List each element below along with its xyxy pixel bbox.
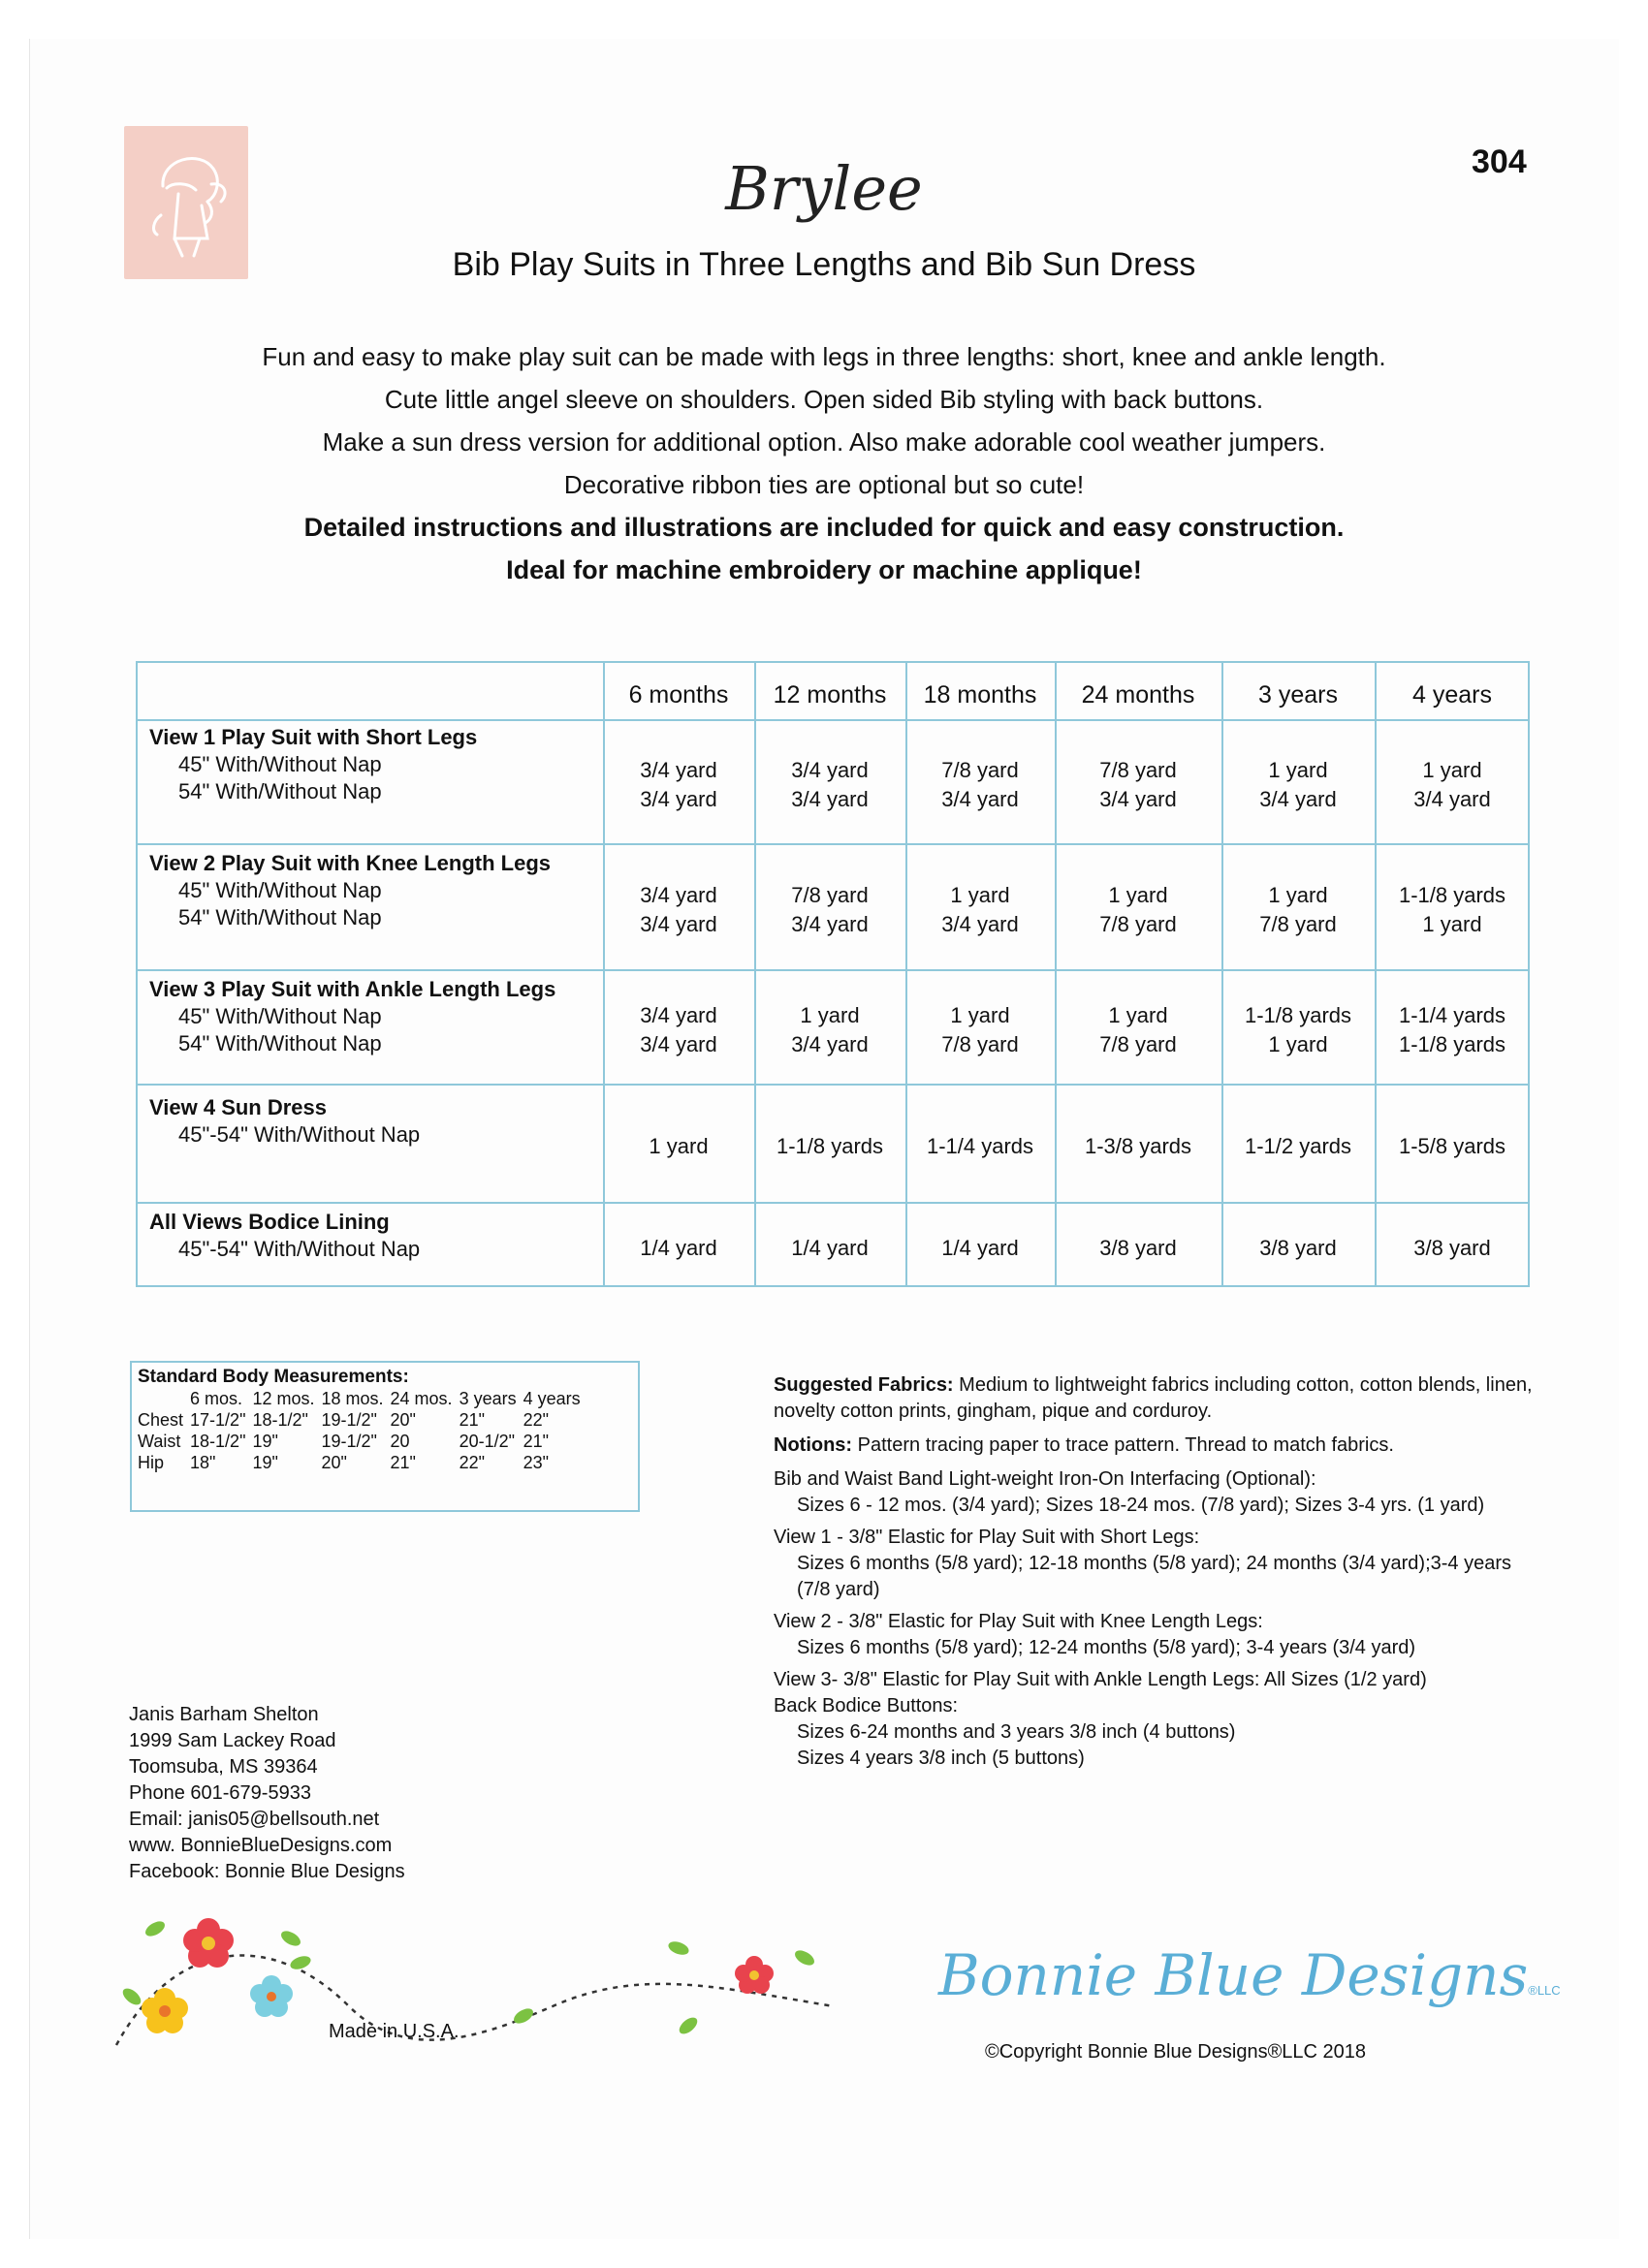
yardage-cell [1375, 1001, 1530, 1059]
blue-flower-icon [250, 1975, 293, 2017]
measure-cell: 24 mos. [390, 1389, 453, 1408]
yardage-amount: 3/4 yard [640, 787, 717, 811]
yardage-cell [905, 756, 1055, 814]
view2-elastic-text: Sizes 6 months (5/8 yard); 12-24 months (5/8 yard); 3-4 years (3/4 yard) [797, 1637, 1416, 1658]
yardage-cell [754, 1132, 905, 1161]
measure-cell: Waist [138, 1432, 181, 1451]
yardage-amount: 1 yard [1268, 758, 1328, 782]
yardage-cell [754, 1001, 905, 1059]
yardage-amount: 7/8 yard [941, 758, 1019, 782]
fabric-width: 45" With/Without Nap [178, 752, 382, 776]
table-divider [138, 1202, 1528, 1204]
measure-cell: 18-1/2" [252, 1410, 308, 1430]
yardage-cell [603, 1001, 754, 1059]
table-divider [138, 1084, 1528, 1086]
buttons-text: Sizes 4 years 3/8 inch (5 buttons) [797, 1748, 1085, 1769]
view-title: View 2 Play Suit with Knee Length Legs [149, 851, 552, 875]
measure-cell [138, 1388, 190, 1409]
yardage-cell [1221, 881, 1375, 939]
size-header: 3 years [1258, 680, 1338, 709]
red-flower-icon [735, 1956, 774, 1994]
yardage-amount: 3/4 yard [1259, 787, 1337, 811]
yardage-amount: 1/4 yard [941, 1236, 1019, 1260]
measure-cell: 20 [390, 1432, 410, 1451]
info-text: Pattern tracing paper to trace pattern. Thread to match fabrics. [857, 1434, 1394, 1456]
view3-elastic: View 3- 3/8" Elastic for Play Suit with Ankle Length Legs: All Sizes (1/2 yard) [774, 1669, 1427, 1690]
view-title: All Views Bodice Lining [149, 1210, 390, 1234]
yardage-amount: 3/4 yard [941, 912, 1019, 936]
measure-cell: 21" [523, 1432, 550, 1451]
yardage-cell [603, 881, 754, 939]
size-header: 12 months [773, 680, 887, 709]
yardage-amount: 1 yard [1422, 758, 1482, 782]
yardage-cell [603, 756, 754, 814]
measure-cell: 18-1/2" [190, 1432, 246, 1451]
yardage-amount: 1/4 yard [640, 1236, 717, 1260]
flower-vine-decoration [97, 1900, 853, 2074]
info-label: Suggested Fabrics: [774, 1374, 954, 1396]
intro-line: Fun and easy to make play suit can be made with legs in three lengths: short, knee and ankle length. [262, 342, 1386, 371]
yardage-table [136, 661, 1530, 1287]
yardage-amount: 3/4 yard [640, 1032, 717, 1056]
measure-cell: 20" [321, 1453, 347, 1472]
yardage-amount: 7/8 yard [1099, 912, 1177, 936]
pattern-title: Brylee [725, 153, 923, 224]
yardage-cell [754, 1234, 905, 1263]
dotted-vine [116, 1956, 834, 2045]
yardage-amount: 1-1/8 yards [1398, 883, 1506, 907]
measure-cell: 19" [252, 1453, 278, 1472]
table-divider [138, 719, 1528, 721]
yardage-cell [1221, 1001, 1375, 1059]
measure-cell: 19" [252, 1432, 278, 1451]
contact-city: Toomsuba, MS 39364 [129, 1756, 318, 1778]
contact-phone: Phone 601-679-5933 [129, 1782, 311, 1804]
yardage-amount: 1-1/8 yards [776, 1134, 884, 1158]
fabric-width: 45"-54" With/Without Nap [178, 1237, 421, 1261]
measure-cell: 20-1/2" [459, 1432, 515, 1451]
yardage-cell [1055, 756, 1221, 814]
yardage-cell [1055, 881, 1221, 939]
yardage-amount: 3/4 yard [791, 912, 869, 936]
brand-suffix: ®LLC [1528, 1983, 1561, 1998]
measure-cell: 22" [523, 1410, 550, 1430]
fabric-width: 45" With/Without Nap [178, 1004, 382, 1028]
intro-description [0, 339, 1648, 595]
yardage-amount: 1-1/8 yards [1244, 1003, 1352, 1027]
yardage-amount: 1 yard [1422, 912, 1482, 936]
size-header: 4 years [1412, 680, 1492, 709]
yardage-cell [905, 1132, 1055, 1161]
yardage-cell [1055, 1001, 1221, 1059]
measure-cell: 17-1/2" [190, 1410, 246, 1430]
yardage-cell [754, 756, 905, 814]
measure-cell: 21" [390, 1453, 416, 1472]
size-header: 18 months [923, 680, 1037, 709]
yardage-cell [754, 881, 905, 939]
yardage-cell [1375, 1132, 1530, 1161]
page-number: 304 [1472, 143, 1527, 180]
yardage-amount: 1 yard [649, 1134, 709, 1158]
yardage-amount: 1-5/8 yards [1398, 1134, 1506, 1158]
measure-cell: 19-1/2" [321, 1410, 377, 1430]
view-title: View 4 Sun Dress [149, 1095, 328, 1119]
yardage-amount: 3/4 yard [640, 1003, 717, 1027]
yardage-amount: 3/4 yard [1099, 787, 1177, 811]
yardage-cell [1375, 756, 1530, 814]
measure-cell: 21" [459, 1410, 485, 1430]
info-label: Notions: [774, 1434, 853, 1456]
measurements-title: Standard Body Measurements: [138, 1367, 409, 1387]
measurements-row [138, 1431, 587, 1452]
yardage-amount: 1 yard [800, 1003, 860, 1027]
interfacing-text: Sizes 6 - 12 mos. (3/4 yard); Sizes 18-24 mos. (7/8 yard); Sizes 3-4 yrs. (1 yard) [797, 1495, 1485, 1516]
yardage-cell [905, 1001, 1055, 1059]
body-measurements-box [130, 1361, 640, 1512]
measure-cell: Chest [138, 1410, 184, 1430]
measure-cell: 23" [523, 1453, 550, 1472]
measure-cell: 20" [390, 1410, 416, 1430]
interfacing-label: Bib and Waist Band Light-weight Iron-On Interfacing (Optional): [774, 1468, 1316, 1490]
measurements-header-row [138, 1388, 587, 1409]
buttons-text: Sizes 6-24 months and 3 years 3/8 inch (4 buttons) [797, 1721, 1236, 1743]
yardage-amount: 3/4 yard [640, 758, 717, 782]
yardage-amount: 1 yard [1108, 1003, 1168, 1027]
yardage-cell [603, 1234, 754, 1263]
fabrics-notions [774, 1372, 1549, 1772]
contact-email: Email: janis05@bellsouth.net [129, 1809, 380, 1830]
contact-website: www. BonnieBlueDesigns.com [129, 1835, 393, 1856]
fabric-width: 45" With/Without Nap [178, 878, 382, 902]
yardage-amount: 1 yard [1268, 1032, 1328, 1056]
yardage-amount: 7/8 yard [941, 1032, 1019, 1056]
intro-line: Cute little angel sleeve on shoulders. Open sided Bib styling with back buttons. [384, 385, 1264, 414]
measure-cell: Hip [138, 1453, 165, 1472]
yardage-amount: 1 yard [1108, 883, 1168, 907]
yardage-amount: 7/8 yard [1259, 912, 1337, 936]
view-title: View 1 Play Suit with Short Legs [149, 725, 478, 749]
measure-cell: 19-1/2" [321, 1432, 377, 1451]
fabric-width: 54" With/Without Nap [178, 779, 382, 803]
yardage-cell [603, 1132, 754, 1161]
contact-name: Janis Barham Shelton [129, 1704, 319, 1725]
yardage-amount: 1-3/8 yards [1084, 1134, 1192, 1158]
yardage-amount: 1-1/4 yards [926, 1134, 1034, 1158]
intro-line-bold: Detailed instructions and illustrations are included for quick and easy construction. [303, 513, 1345, 542]
view1-elastic-label: View 1 - 3/8" Elastic for Play Suit with Short Legs: [774, 1527, 1200, 1548]
measurements-table [138, 1388, 587, 1473]
measure-cell: 4 years [523, 1389, 581, 1408]
designer-contact [129, 1702, 405, 1885]
intro-line: Make a sun dress version for additional option. Also make adorable cool weather jumpers. [322, 427, 1326, 457]
yardage-cell [1375, 1234, 1530, 1263]
yellow-flower-icon [142, 1988, 188, 2033]
yardage-cell [905, 881, 1055, 939]
yardage-amount: 1-1/2 yards [1244, 1134, 1352, 1158]
yardage-amount: 1-1/8 yards [1398, 1032, 1506, 1056]
fabric-width: 54" With/Without Nap [178, 1031, 382, 1055]
yardage-cell [1221, 1234, 1375, 1263]
yardage-cell [905, 1234, 1055, 1263]
yardage-amount: 3/4 yard [1413, 787, 1491, 811]
info-text: Medium to lightweight fabrics including cotton, cotton blends, linen, novelty cotton prints, gingham, pique and corduroy. [774, 1374, 1533, 1422]
brand-logo [938, 1942, 1561, 2008]
red-flower-icon [183, 1918, 234, 1968]
copyright: ©Copyright Bonnie Blue Designs®LLC 2018 [985, 2041, 1367, 2063]
yardage-amount: 3/4 yard [640, 912, 717, 936]
yardage-cell [1221, 756, 1375, 814]
view2-elastic-label: View 2 - 3/8" Elastic for Play Suit with Knee Length Legs: [774, 1611, 1263, 1632]
yardage-amount: 3/8 yard [1259, 1236, 1337, 1260]
yardage-amount: 3/4 yard [791, 758, 869, 782]
measure-cell: 22" [459, 1453, 485, 1472]
yardage-amount: 3/4 yard [941, 787, 1019, 811]
contact-address: 1999 Sam Lackey Road [129, 1730, 336, 1751]
fabric-width: 45"-54" With/Without Nap [178, 1122, 421, 1147]
measurements-row [138, 1409, 587, 1431]
table-divider [138, 969, 1528, 971]
measure-cell: 12 mos. [252, 1389, 315, 1408]
yardage-amount: 3/4 yard [791, 1032, 869, 1056]
yardage-amount: 1 yard [1268, 883, 1328, 907]
brand-name: Bonnie Blue Designs [938, 1942, 1529, 2008]
measure-cell: 3 years [459, 1389, 517, 1408]
yardage-amount: 3/4 yard [640, 883, 717, 907]
measure-cell: 6 mos. [190, 1389, 243, 1408]
yardage-cell [1055, 1234, 1221, 1263]
fabric-width: 54" With/Without Nap [178, 905, 382, 929]
view1-elastic-text: Sizes 6 months (5/8 yard); 12-18 months (5/8 yard); 24 months (3/4 yard);3-4 years (7/8 yard) [797, 1553, 1511, 1600]
measure-cell: 18 mos. [321, 1389, 384, 1408]
intro-line: Decorative ribbon ties are optional but so cute! [563, 470, 1085, 499]
measurements-row [138, 1452, 587, 1473]
yardage-amount: 7/8 yard [1099, 1032, 1177, 1056]
yardage-amount: 1-1/4 yards [1398, 1003, 1506, 1027]
size-header: 24 months [1081, 680, 1195, 709]
notions [774, 1433, 1549, 1459]
yardage-cell [1055, 1132, 1221, 1161]
yardage-amount: 1/4 yard [791, 1236, 869, 1260]
yardage-amount: 7/8 yard [1099, 758, 1177, 782]
made-in-usa: Made in U.S.A. [329, 2021, 460, 2042]
yardage-amount: 3/8 yard [1413, 1236, 1491, 1260]
yardage-amount: 1 yard [950, 883, 1010, 907]
measure-cell: 18" [190, 1453, 216, 1472]
size-header: 6 months [628, 680, 729, 709]
yardage-cell [1375, 881, 1530, 939]
yardage-amount: 3/8 yard [1099, 1236, 1177, 1260]
suggested-fabrics [774, 1372, 1549, 1425]
yardage-cell [1221, 1132, 1375, 1161]
yardage-amount: 7/8 yard [791, 883, 869, 907]
table-divider [138, 843, 1528, 845]
contact-facebook: Facebook: Bonnie Blue Designs [129, 1861, 405, 1882]
intro-line-bold: Ideal for machine embroidery or machine applique! [506, 555, 1142, 584]
buttons-label: Back Bodice Buttons: [774, 1695, 959, 1717]
view-title: View 3 Play Suit with Ankle Length Legs [149, 977, 556, 1001]
yardage-amount: 1 yard [950, 1003, 1010, 1027]
yardage-amount: 3/4 yard [791, 787, 869, 811]
pattern-subtitle: Bib Play Suits in Three Lengths and Bib Sun Dress [452, 246, 1196, 283]
